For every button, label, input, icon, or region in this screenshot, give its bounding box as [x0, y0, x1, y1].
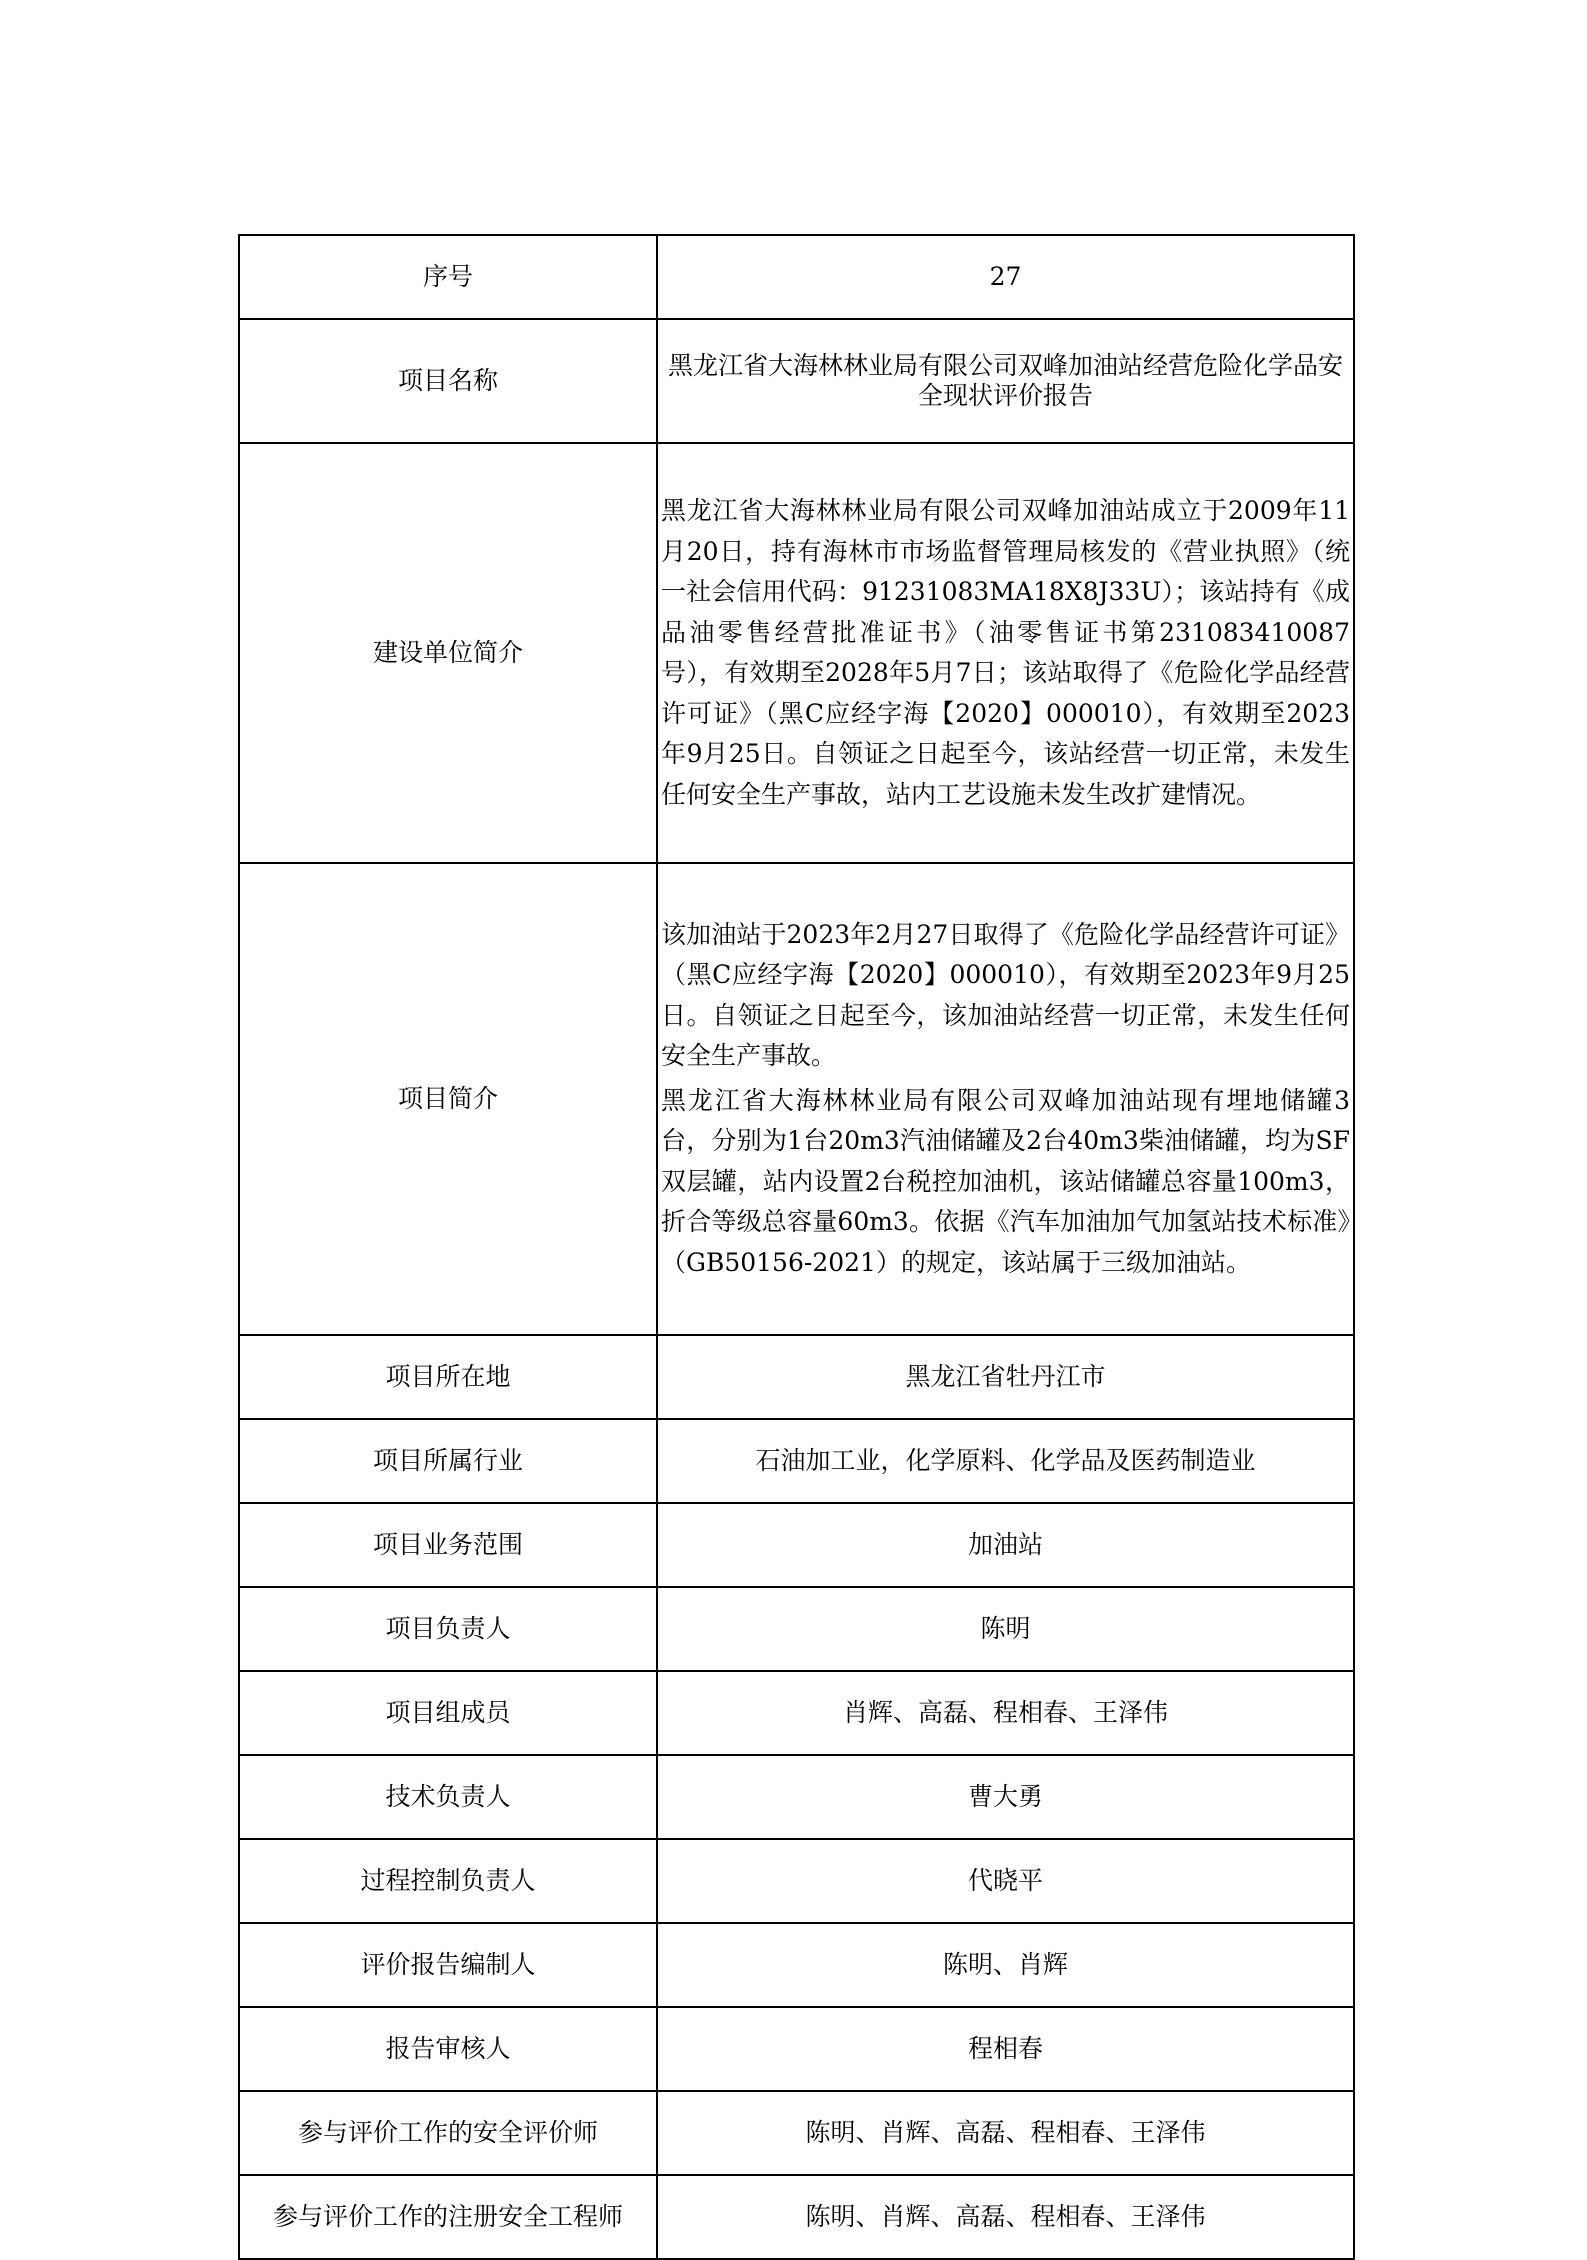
project-info-table	[238, 234, 1355, 2260]
table-row-business-scope	[239, 1503, 1354, 1587]
table-row-team-members	[239, 1671, 1354, 1755]
serial-label: 序号	[239, 235, 657, 319]
serial-value: 27	[657, 235, 1354, 319]
team-members-label: 项目组成员	[239, 1671, 657, 1755]
business-scope-label: 项目业务范围	[239, 1503, 657, 1587]
industry-value: 石油加工业，化学原料、化学品及医药制造业	[657, 1419, 1354, 1503]
table-row-unit-intro	[239, 443, 1354, 863]
process-control-leader-value: 代晓平	[657, 1839, 1354, 1923]
project-name-label: 项目名称	[239, 319, 657, 443]
unit-intro-value	[657, 443, 1354, 863]
report-reviewer-value: 程相春	[657, 2007, 1354, 2091]
team-members-value: 肖辉、高磊、程相春、王泽伟	[657, 1671, 1354, 1755]
table-row-industry	[239, 1419, 1354, 1503]
table-row-project-intro	[239, 863, 1354, 1335]
project-name-value: 黑龙江省大海林林业局有限公司双峰加油站经营危险化学品安全现状评价报告	[657, 319, 1354, 443]
location-label: 项目所在地	[239, 1335, 657, 1419]
business-scope-value: 加油站	[657, 1503, 1354, 1587]
project-intro-paragraph-2: 黑龙江省大海林林业局有限公司双峰加油站现有埋地储罐3台，分别为1台20m3汽油储罐及2台40m3柴油储罐，均为SF双层罐，站内设置2台税控加油机，该站储罐总容量100m3，折合等级总容量60m3。依据《汽车加油加气加氢站技术标准》（GB50156-2021）的规定，该站属于三级加油站。	[661, 1085, 1350, 1277]
process-control-leader-label: 过程控制负责人	[239, 1839, 657, 1923]
location-value: 黑龙江省牡丹江市	[657, 1335, 1354, 1419]
project-intro-paragraph-1: 该加油站于2023年2月27日取得了《危险化学品经营许可证》（黑C应经字海【2020】000010），有效期至2023年9月25日。自领证之日起至今，该加油站经营一切正常，未发生任何安全生产事故。	[661, 919, 1350, 1071]
table-row-project-leader	[239, 1587, 1354, 1671]
report-compiler-value: 陈明、肖辉	[657, 1923, 1354, 2007]
table-row-report-reviewer	[239, 2007, 1354, 2091]
technical-leader-label: 技术负责人	[239, 1755, 657, 1839]
table-row-safety-assessors	[239, 2091, 1354, 2175]
unit-intro-label: 建设单位简介	[239, 443, 657, 863]
project-intro-label: 项目简介	[239, 863, 657, 1335]
table-row-serial	[239, 235, 1354, 319]
table-row-report-compiler	[239, 1923, 1354, 2007]
project-leader-value: 陈明	[657, 1587, 1354, 1671]
report-compiler-label: 评价报告编制人	[239, 1923, 657, 2007]
industry-label: 项目所属行业	[239, 1419, 657, 1503]
registered-engineers-value: 陈明、肖辉、高磊、程相春、王泽伟	[657, 2175, 1354, 2259]
project-leader-label: 项目负责人	[239, 1587, 657, 1671]
technical-leader-value: 曹大勇	[657, 1755, 1354, 1839]
table-row-registered-engineers	[239, 2175, 1354, 2259]
report-reviewer-label: 报告审核人	[239, 2007, 657, 2091]
project-intro-value	[657, 863, 1354, 1335]
table-row-process-control-leader	[239, 1839, 1354, 1923]
safety-assessors-label: 参与评价工作的安全评价师	[239, 2091, 657, 2175]
unit-intro-paragraph: 黑龙江省大海林林业局有限公司双峰加油站成立于2009年11月20日，持有海林市市场监督管理局核发的《营业执照》（统一社会信用代码：91231083MA18X8J33U）；该站持有《成品油零售经营批准证书》（油零售证书第231083410087号），有效期至2028年5月7日；该站取得了《危险化学品经营许可证》（黑C应经字海【2020】000010），有效期至2023年9月25日。自领证之日起至今，该站经营一切正常，未发生任何安全生产事故，站内工艺设施未发生改扩建情况。	[661, 496, 1350, 809]
safety-assessors-value: 陈明、肖辉、高磊、程相春、王泽伟	[657, 2091, 1354, 2175]
table-row-project-name	[239, 319, 1354, 443]
table-row-technical-leader	[239, 1755, 1354, 1839]
table-row-location	[239, 1335, 1354, 1419]
registered-engineers-label: 参与评价工作的注册安全工程师	[239, 2175, 657, 2259]
